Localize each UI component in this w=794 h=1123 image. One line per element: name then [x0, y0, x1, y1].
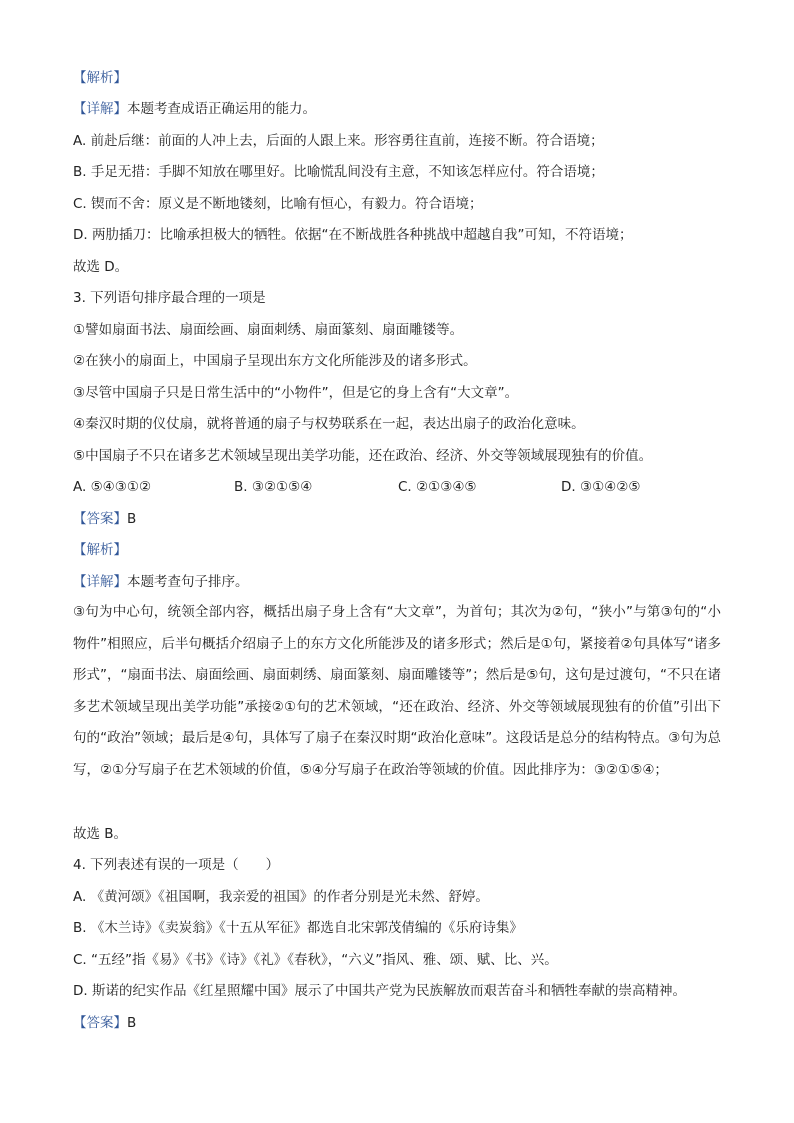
q3-option-d: D. ③①④②⑤: [561, 479, 641, 495]
q2-option-a-analysis: A. 前赴后继：前面的人冲上去，后面的人跟上来。形容勇往直前，连接不断。符合语境；: [73, 133, 604, 149]
q3-sentence-4: ④秦汉时期的仪仗扇，就将普通的扇子与权势联系在一起，表达出扇子的政治化意味。: [73, 416, 585, 432]
q3-conclusion: 故选 B。: [73, 826, 128, 842]
q2-option-c-analysis: C. 锲而不舍：原义是不断地镂刻，比喻有恒心，有毅力。符合语境；: [73, 196, 483, 212]
q2-option-d-analysis: D. 两肋插刀：比喻承担极大的牺牲。依据“在不断战胜各种挑战中超越自我”可知，不符语境；: [73, 227, 633, 243]
q3-explanation: ③句为中心句，统领全部内容，概括出扇子身上含有“大文章”，为首句；其次为②句，“狭小”与第③句的“小物件”相照应，后半句概括介绍扇子上的东方文化所能涉及的诸多形式；然后是①句，紧接着②句具体写“诸多形式”，“扇面书法、扇面绘画、扇面刺绣、扇面篆刻、扇面雕镂等”；然后是⑤句，这句是过渡句，“不只在诸多艺术领域呈现出美学功能”承接②①句的艺术领域，“还在政治、经济、外交等领域展现独有的价值”引出下句的“政治”领域；最后是④句，具体写了扇子在秦汉时期“政治化意味”。这段话是总分的结构特点。③句为总写，②①分写扇子在艺术领域的价值，⑤④分写扇子在政治等领域的价值。因此排序为：③②①⑤④；: [73, 604, 721, 778]
q2-conclusion: 故选 D。: [73, 259, 129, 275]
q4-option-d: D. 斯诺的纪实作品《红星照耀中国》展示了中国共产党为民族解放而艰苦奋斗和牺牲奉献的崇高精神。: [73, 983, 686, 999]
q3-sentence-5: ⑤中国扇子不只在诸多艺术领域呈现出美学功能，还在政治、经济、外交等领域展现独有的价值。: [73, 448, 653, 464]
q3-answer-label: 【答案】: [73, 511, 127, 527]
q2-jiexi-label: 【解析】: [73, 70, 127, 86]
q3-sentence-3: ③尽管中国扇子只是日常生活中的“小物件”，但是它的身上含有“大文章”。: [73, 385, 519, 401]
q3-sentence-2: ②在狭小的扇面上，中国扇子呈现出东方文化所能涉及的诸多形式。: [73, 353, 477, 369]
q2-xiangjie-label: 【详解】: [73, 101, 127, 117]
q3-option-c: C. ②①③④⑤: [398, 479, 477, 495]
q3-jiexi-label: 【解析】: [73, 542, 127, 558]
q3-xiangjie-text: 本题考查句子排序。: [127, 574, 249, 590]
q3-option-b: B. ③②①⑤④: [234, 479, 313, 495]
q3-stem: 3. 下列语句排序最合理的一项是: [73, 290, 266, 306]
q3-option-a: A. ⑤④③①②: [73, 479, 152, 495]
q4-option-b: B. 《木兰诗》《卖炭翁》《十五从军征》都选自北宋郭茂倩编的《乐府诗集》: [73, 920, 523, 936]
q4-option-c: C. “五经”指《易》《书》《诗》《礼》《春秋》，“六义”指风、雅、颂、赋、比、兴。: [73, 952, 558, 968]
q4-answer-value: B: [127, 1015, 137, 1031]
q4-answer: [73, 1013, 723, 1033]
q2-xiangjie: [73, 99, 723, 119]
q4-answer-label: 【答案】: [73, 1015, 127, 1031]
q4-option-a: A. 《黄河颂》《祖国啊，我亲爱的祖国》的作者分别是光未然、舒婷。: [73, 889, 489, 905]
q2-option-b-analysis: B. 手足无措：手脚不知放在哪里好。比喻慌乱间没有主意，不知该怎样应付。符合语境；: [73, 164, 604, 180]
q3-answer-value: B: [127, 511, 137, 527]
q3-xiangjie-label: 【详解】: [73, 574, 127, 590]
q3-answer: [73, 509, 723, 529]
q2-xiangjie-text: 本题考查成语正确运用的能力。: [127, 101, 316, 117]
q3-xiangjie: [73, 572, 723, 592]
q4-stem: 4. 下列表述有误的一项是（ ）: [73, 857, 280, 873]
q3-sentence-1: ①譬如扇面书法、扇面绘画、扇面刺绣、扇面篆刻、扇面雕镂等。: [73, 322, 464, 338]
